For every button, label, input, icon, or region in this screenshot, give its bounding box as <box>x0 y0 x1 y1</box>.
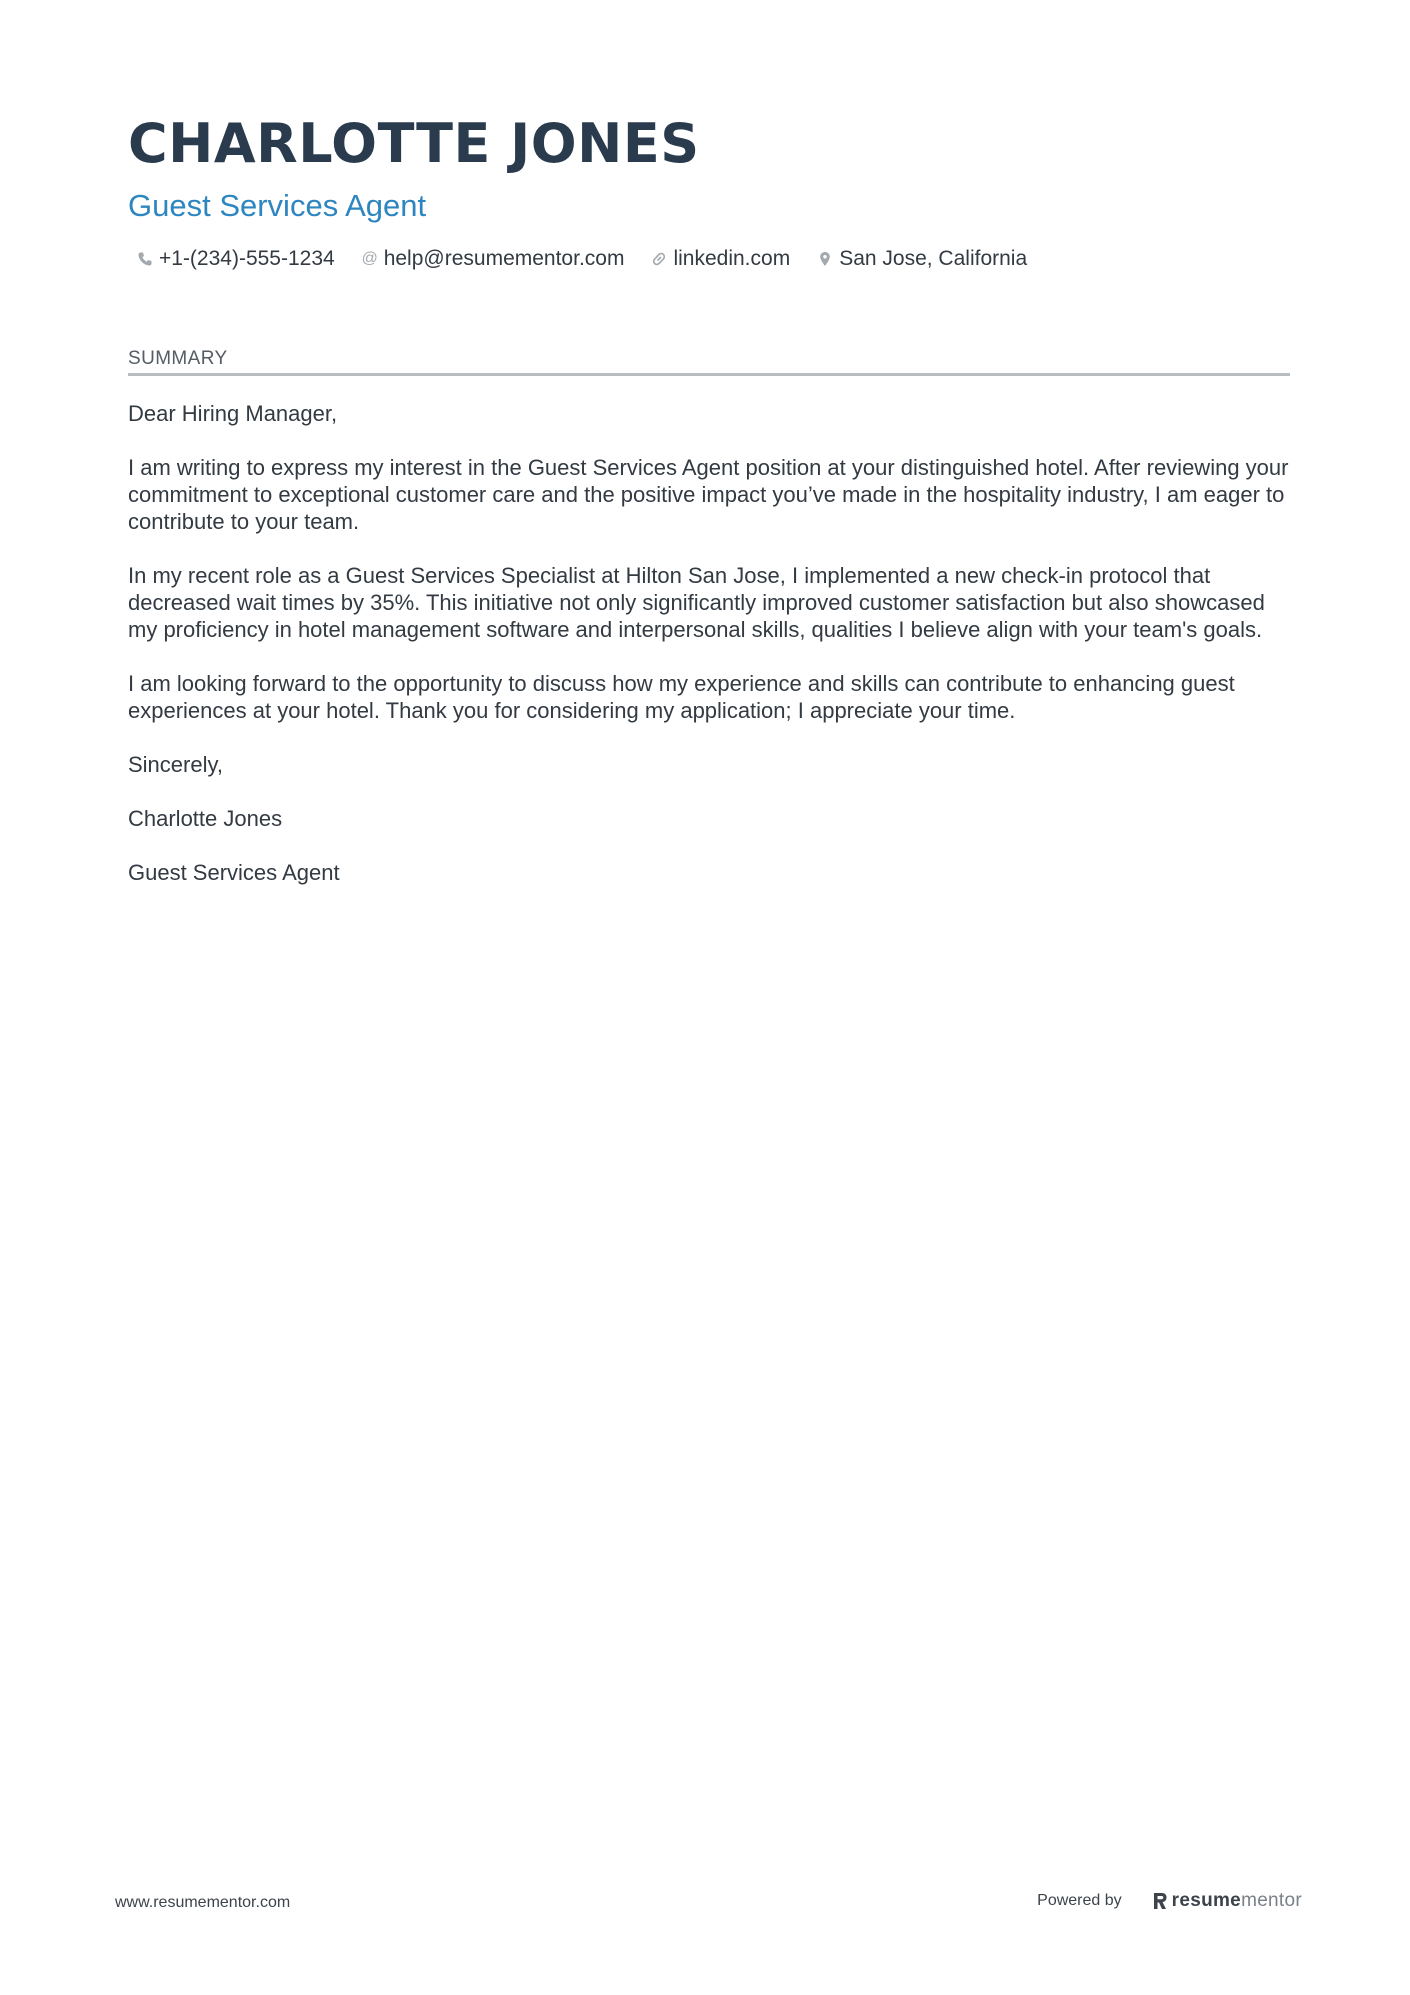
logo-text-resume: resume <box>1171 1890 1242 1911</box>
closing: Sincerely, <box>128 752 223 777</box>
contact-bar <box>128 244 1290 274</box>
greeting: Dear Hiring Manager, <box>128 401 338 426</box>
phone-icon <box>136 250 154 268</box>
contact-linkedin[interactable] <box>650 247 790 271</box>
footer-website-link[interactable]: www.resumementor.com <box>115 1894 291 1911</box>
contact-email[interactable] <box>361 247 625 271</box>
paragraph-3: I am looking forward to the opportunity to discuss how my experience and skills can contribute to enhancing guest experiences at your hotel. Thank you for considering my application; I appreciate your time. <box>128 671 1235 723</box>
contact-location-text: San Jose, California <box>839 247 1028 270</box>
link-icon <box>650 250 668 268</box>
contact-phone-text: +1-(234)-555-1234 <box>159 247 335 270</box>
contact-linkedin-text: linkedin.com <box>673 247 791 270</box>
contact-location <box>816 247 1027 271</box>
resumementor-logo[interactable] <box>1152 1890 1302 1912</box>
resumementor-logo-icon <box>1152 1891 1168 1911</box>
candidate-name: CHARLOTTE JONES <box>128 112 700 175</box>
candidate-role: Guest Services Agent <box>128 188 427 223</box>
location-pin-icon <box>816 250 834 268</box>
signature-title: Guest Services Agent <box>128 860 340 885</box>
paragraph-1: I am writing to express my interest in the Guest Services Agent position at your distinguished hotel. After reviewing your commitment to exceptional customer care and the positive impact you’ve made in the hospitality industry, I am eager to contribute to your team. <box>128 455 1289 534</box>
paragraph-2: In my recent role as a Guest Services Specialist at Hilton San Jose, I implemented a new check-in protocol that decreased wait times by 35%. This initiative not only significantly improved customer satisfaction but also showcased my proficiency in hotel management software and interpersonal skills, qualities I believe align with your team's goals. <box>128 563 1265 642</box>
contact-phone[interactable] <box>136 247 335 271</box>
contact-email-text: help@resumementor.com <box>383 247 625 270</box>
cover-letter-page <box>128 108 1290 913</box>
signature-name: Charlotte Jones <box>128 806 283 831</box>
logo-text-mentor: mentor <box>1241 1890 1302 1911</box>
footer-branding <box>1037 1888 1302 1914</box>
letter-body <box>128 400 1290 886</box>
powered-by-label: Powered by <box>1037 1892 1122 1909</box>
summary-heading: SUMMARY <box>128 346 1290 376</box>
at-icon: @ <box>361 250 378 267</box>
